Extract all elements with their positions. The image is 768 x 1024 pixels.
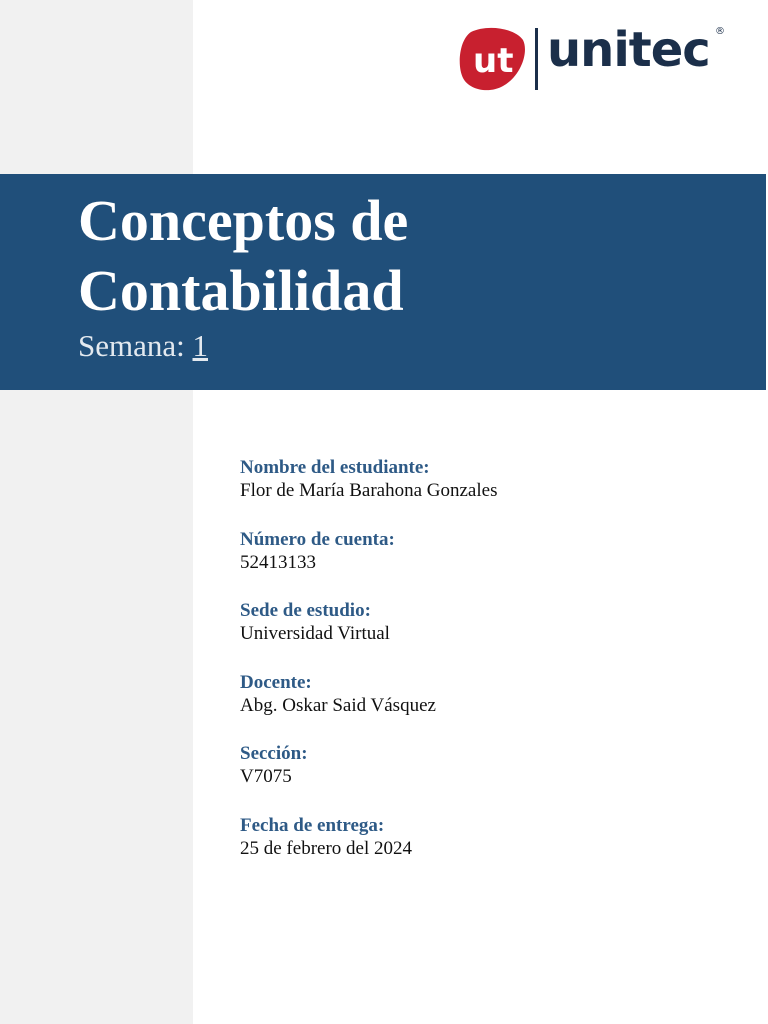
field-label: Fecha de entrega: xyxy=(240,814,385,836)
field-label: Nombre del estudiante: xyxy=(240,457,430,478)
field-label: Sección: xyxy=(240,743,308,764)
title-banner xyxy=(0,174,766,390)
week-label: Semana: xyxy=(78,328,193,363)
field-value: 52413133 xyxy=(240,551,316,573)
field-campus xyxy=(240,599,740,671)
week-subtitle xyxy=(78,326,208,366)
student-info xyxy=(240,456,740,885)
field-section xyxy=(240,742,740,814)
field-due-date xyxy=(240,814,740,886)
field-label: Sede de estudio: xyxy=(240,600,371,621)
unitec-logo xyxy=(457,22,727,94)
field-value: 25 de febrero del 2024 xyxy=(240,837,412,859)
field-label: Número de cuenta: xyxy=(240,528,395,550)
logo-monogram-text: ut xyxy=(473,41,514,81)
week-number: 1 xyxy=(192,328,208,363)
field-student-name xyxy=(240,456,740,528)
field-teacher xyxy=(240,671,740,743)
field-value: Universidad Virtual xyxy=(240,623,390,644)
document-title: Conceptos de Contabilidad xyxy=(78,188,409,323)
field-label: Docente: xyxy=(240,671,312,693)
logo-wordmark: unitec xyxy=(547,22,710,78)
left-sidebar-strip xyxy=(0,0,193,1024)
registered-mark: ® xyxy=(715,26,725,37)
logo-divider xyxy=(535,28,538,90)
field-value: Abg. Oskar Said Vásquez xyxy=(240,694,436,716)
field-account-number xyxy=(240,528,740,600)
field-value: Flor de María Barahona Gonzales xyxy=(240,480,498,501)
field-value: V7075 xyxy=(240,766,292,787)
ut-logo-icon xyxy=(457,26,527,92)
